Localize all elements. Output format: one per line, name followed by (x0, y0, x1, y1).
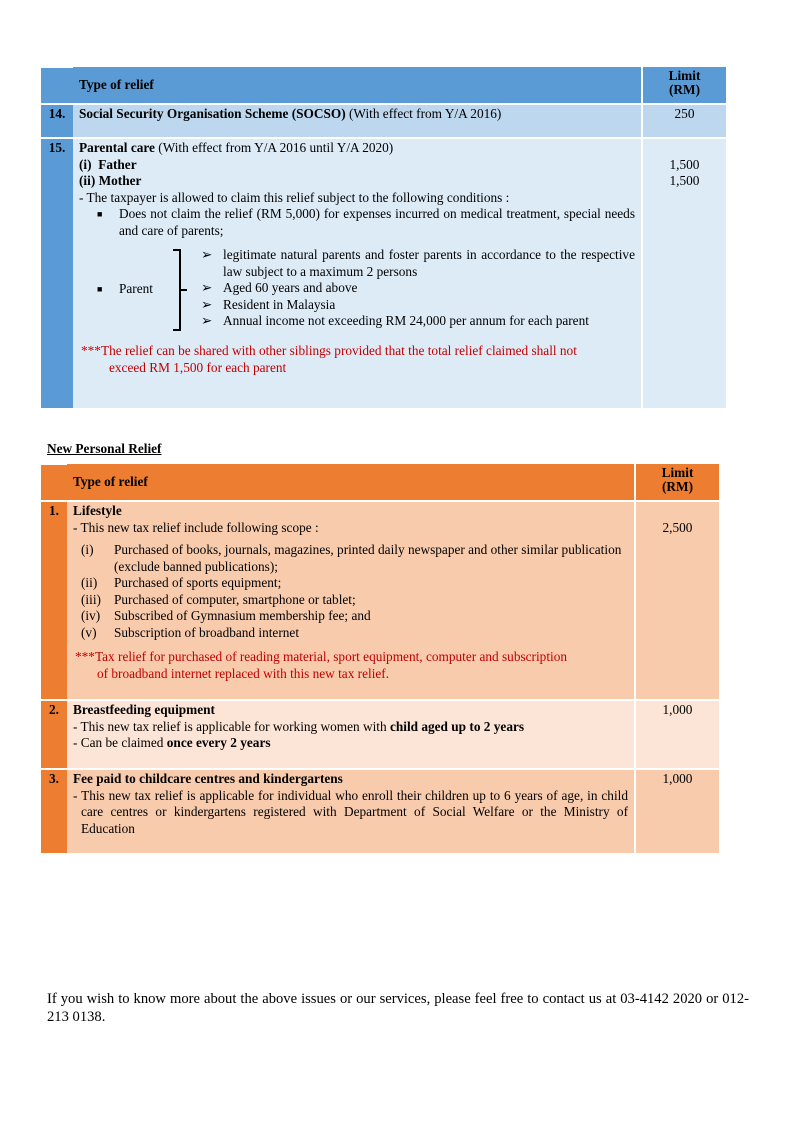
limit-value: 2,500 (662, 519, 693, 535)
note-line: ***The relief can be shared with other siblings provided that the total relief claimed shall not (81, 343, 577, 358)
row-description (73, 138, 642, 408)
table-row (41, 769, 719, 853)
scope-item-label: (ii) (81, 575, 98, 590)
row-limit: 1,000 (635, 700, 719, 769)
row-number: 14. (41, 104, 73, 138)
limit-father: 1,500 (669, 156, 700, 172)
line-text: - Can be claimed (73, 735, 167, 750)
row-description (67, 700, 635, 769)
parent-condition-item (201, 297, 635, 314)
parent-condition-item (201, 247, 635, 280)
note-line: of broadband internet replaced with this new tax relief. (97, 665, 390, 681)
arrow-bullet-icon: ➢ (201, 247, 213, 262)
row-limit: 1,000 (635, 769, 719, 853)
row-line (73, 719, 628, 736)
row-limit: 250 (642, 104, 726, 138)
conditions-intro: - The taxpayer is allowed to claim this relief subject to the following conditions : (79, 189, 510, 205)
row-description (67, 769, 635, 853)
row-title: Social Security Organisation Scheme (SOCSO) (79, 106, 346, 121)
line-bold-text: once every 2 years (166, 735, 271, 750)
parent-condition-text: Annual income not exceeding RM 24,000 per annum for each parent (223, 313, 589, 328)
row-number: 3. (41, 769, 67, 853)
row-number: 1. (41, 501, 67, 700)
parent-item (97, 281, 153, 298)
scope-item-text: Subscription of broadband internet (114, 624, 300, 640)
parent-label: Parent (119, 281, 153, 296)
row-number: 15. (41, 138, 73, 408)
contact-footer: If you wish to know more about the above issues or our services, please feel free to contact us at 03-4142 2020 or 012-213 0138. (47, 991, 749, 1025)
limit-mother: 1,500 (669, 173, 700, 188)
square-bullet-icon: ■ (97, 284, 103, 294)
scope-item (73, 625, 628, 642)
row-description (67, 501, 635, 700)
note-line: exceed RM 1,500 for each parent (109, 359, 287, 375)
parent-condition-text: Aged 60 years and above (223, 280, 358, 295)
row-subtitle: (With effect from Y/A 2016) (345, 106, 502, 121)
section-title: New Personal Relief (47, 441, 162, 456)
replacement-note (73, 649, 628, 682)
right-brace-icon (173, 249, 187, 331)
scope-item-text: Purchased of sports equipment; (114, 575, 282, 590)
header-limit-line2: (RM) (661, 479, 693, 494)
row-title: Lifestyle (73, 503, 122, 518)
scope-item (73, 608, 628, 625)
header-limit-line1: Limit (668, 68, 701, 83)
row-title: Breastfeeding equipment (73, 702, 215, 717)
line-bold-text: child aged up to 2 years (389, 718, 525, 734)
scope-item (73, 542, 628, 575)
sub-item-father: (i) Father (79, 156, 137, 172)
scope-item (73, 575, 628, 592)
row-subtitle: (With effect from Y/A 2016 until Y/A 2020) (154, 140, 394, 155)
table-row (41, 138, 726, 408)
scope-item-label: (iv) (81, 608, 101, 623)
table-header-row (41, 464, 719, 501)
scope-item-text: Purchased of computer, smartphone or tablet; (114, 591, 356, 607)
scope-item-label: (iii) (81, 591, 101, 607)
parent-condition-item (201, 313, 635, 330)
scope-item-text: Subscribed of Gymnasium membership fee; and (114, 608, 371, 623)
scope-item-label: (v) (81, 624, 97, 640)
new-relief-table (41, 463, 719, 853)
header-number-cell (41, 464, 67, 501)
row-text: - This new tax relief is applicable for individual who enroll their children up to 6 years of age, in child care centres or kindergartens registered with Department of Social Welfare or the Ministry of Education (73, 787, 628, 836)
table-row (41, 700, 719, 769)
row-line (73, 735, 628, 752)
header-number-cell (41, 67, 73, 104)
scope-list (73, 542, 628, 641)
table-row (41, 104, 726, 138)
header-limit (642, 67, 726, 104)
parent-condition-text: Resident in Malaysia (223, 296, 336, 312)
parent-condition-item (201, 280, 635, 297)
row-description (73, 104, 642, 138)
sub-item-mother: (ii) Mother (79, 173, 142, 188)
header-type-of-relief: Type of relief (67, 464, 635, 501)
arrow-bullet-icon: ➢ (201, 296, 213, 312)
scope-item-text: Purchased of books, journals, magazines, printed daily newspaper and other similar publication (exclude banned publications); (114, 542, 622, 574)
square-bullet-icon: ■ (97, 209, 103, 219)
arrow-bullet-icon: ➢ (201, 280, 213, 295)
header-limit-line1: Limit (661, 465, 694, 480)
condition-text: Does not claim the relief (RM 5,000) for expenses incurred on medical treatment, special needs and care of parents; (119, 206, 635, 238)
parent-conditions-block (79, 247, 635, 335)
line-text: - This new tax relief is applicable for working women with (73, 718, 390, 734)
header-type-of-relief: Type of relief (73, 67, 642, 104)
condition-item (79, 206, 635, 239)
header-limit (635, 464, 719, 501)
existing-relief-table (41, 66, 726, 408)
header-limit-line2: (RM) (668, 82, 700, 97)
row-title: Fee paid to childcare centres and kindergartens (73, 771, 343, 786)
table-row (41, 501, 719, 700)
parent-condition-text: legitimate natural parents and foster parents in accordance to the respective law subject to a maximum 2 persons (223, 247, 635, 279)
row-limit (642, 138, 726, 408)
row-intro: - This new tax relief include following scope : (73, 519, 319, 535)
table-header-row (41, 67, 726, 104)
note-line: ***Tax relief for purchased of reading material, sport equipment, computer and subscription (75, 649, 568, 664)
scope-item (73, 592, 628, 609)
row-title: Parental care (79, 140, 155, 155)
sharing-note (79, 343, 635, 376)
parent-conditions-list (201, 247, 635, 330)
row-number: 2. (41, 700, 67, 769)
scope-item-label: (i) (81, 542, 94, 557)
row-limit (635, 501, 719, 700)
arrow-bullet-icon: ➢ (201, 313, 213, 328)
